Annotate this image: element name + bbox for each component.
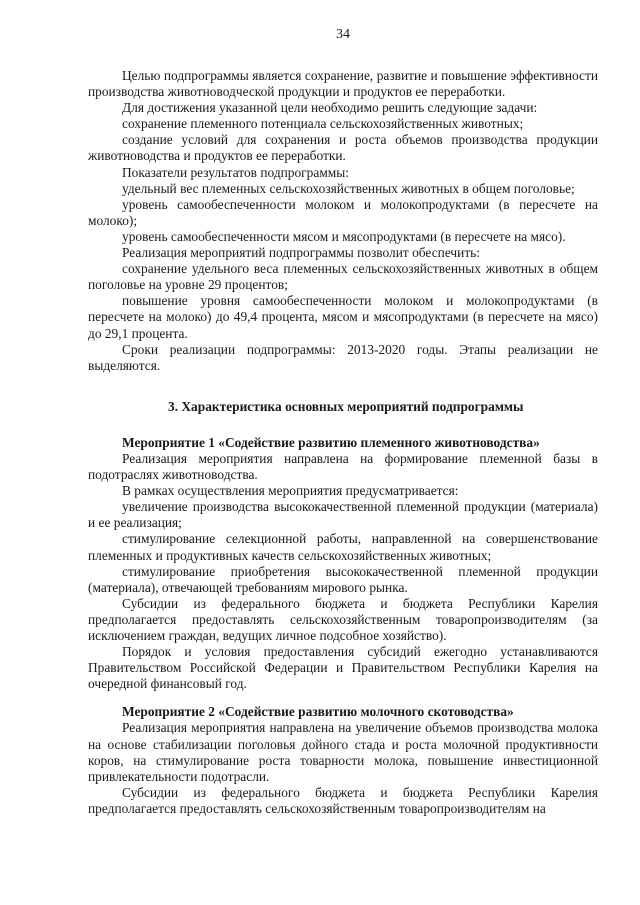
paragraph: уровень самообеспеченности мясом и мясопродуктами (в пересчете на мясо). xyxy=(122,228,566,244)
page-number: 34 xyxy=(336,27,350,42)
paragraph: Реализация мероприятия направлена на увеличение объемов производства молока на основе стабилизации поголовья дойного стада и роста молочной продуктивности коров, на стимулирование роста товарности молока, повышение инвестиционной привлекательности подотрасли. xyxy=(88,720,598,784)
document-page xyxy=(88,26,598,817)
paragraph: уровень самообеспеченности молоком и молокопродуктами (в пересчете на молоко); xyxy=(88,196,598,228)
paragraph: сохранение племенного потенциала сельскохозяйственных животных; xyxy=(122,116,524,132)
paragraph: повышение уровня самообеспеченности молоком и молокопродуктами (в пересчете на молоко) до 49,4 процента, мясом и мясопродуктами (в пересчете на мясо) до 29,1 процента. xyxy=(88,293,598,341)
paragraph: Сроки реализации подпрограммы: 2013-2020 годы. Этапы реализации не выделяются. xyxy=(88,341,598,373)
event-1-section xyxy=(88,435,598,693)
section-heading: 3. Характеристика основных мероприятий подпрограммы xyxy=(168,398,524,414)
paragraph: Реализация мероприятия направлена на формирование племенной базы в подотраслях животноводства. xyxy=(88,450,598,483)
paragraph: Целью подпрограммы является сохранение, развитие и повышение эффективности производства животноводческой продукции и продуктов ее переработки. xyxy=(88,68,598,100)
paragraph: стимулирование селекционной работы, направленной на совершенствование племенных и продуктивных качеств сельскохозяйственных животных; xyxy=(88,531,598,563)
paragraph: удельный вес племенных сельскохозяйственных животных в общем поголовье; xyxy=(122,180,575,196)
intro-section xyxy=(88,68,598,374)
event-heading: Мероприятие 2 «Содействие развитию молочного скотоводства» xyxy=(122,704,514,720)
paragraph: В рамках осуществления мероприятия предусматривается: xyxy=(122,483,459,499)
paragraph: сохранение удельного веса племенных сельскохозяйственных животных в общем поголовье на уровне 29 процентов; xyxy=(88,261,598,293)
paragraph: Порядок и условия предоставления субсидий ежегодно устанавливаются Правительством Российской Федерации и Правительством Республики Карелия на очередной финансовый год. xyxy=(88,644,598,692)
event-2-section xyxy=(88,704,598,817)
paragraph: Для достижения указанной цели необходимо решить следующие задачи: xyxy=(122,100,538,116)
paragraph: Показатели результатов подпрограммы: xyxy=(122,164,349,180)
paragraph: Субсидии из федерального бюджета и бюджета Республики Карелия предполагается предоставлять сельскохозяйственным товаропроизводителям на xyxy=(88,784,598,816)
paragraph: стимулирование приобретения высококачественной племенной продукции (материала), отвечающей требованиям мирового рынка. xyxy=(88,563,598,595)
paragraph: Субсидии из федерального бюджета и бюджета Республики Карелия предполагается предоставлять сельскохозяйственным товаропроизводителям (за исключением граждан, ведущих личное подсобное хозяйство). xyxy=(88,595,598,643)
paragraph: Реализация мероприятий подпрограммы позволит обеспечить: xyxy=(122,245,481,261)
paragraph: создание условий для сохранения и роста объемов производства продукции животноводства и продуктов ее переработки. xyxy=(88,132,598,164)
event-heading: Мероприятие 1 «Содействие развитию племенного животноводства» xyxy=(122,434,540,450)
paragraph: увеличение производства высококачественной племенной продукции (материала) и ее реализация; xyxy=(88,499,598,531)
